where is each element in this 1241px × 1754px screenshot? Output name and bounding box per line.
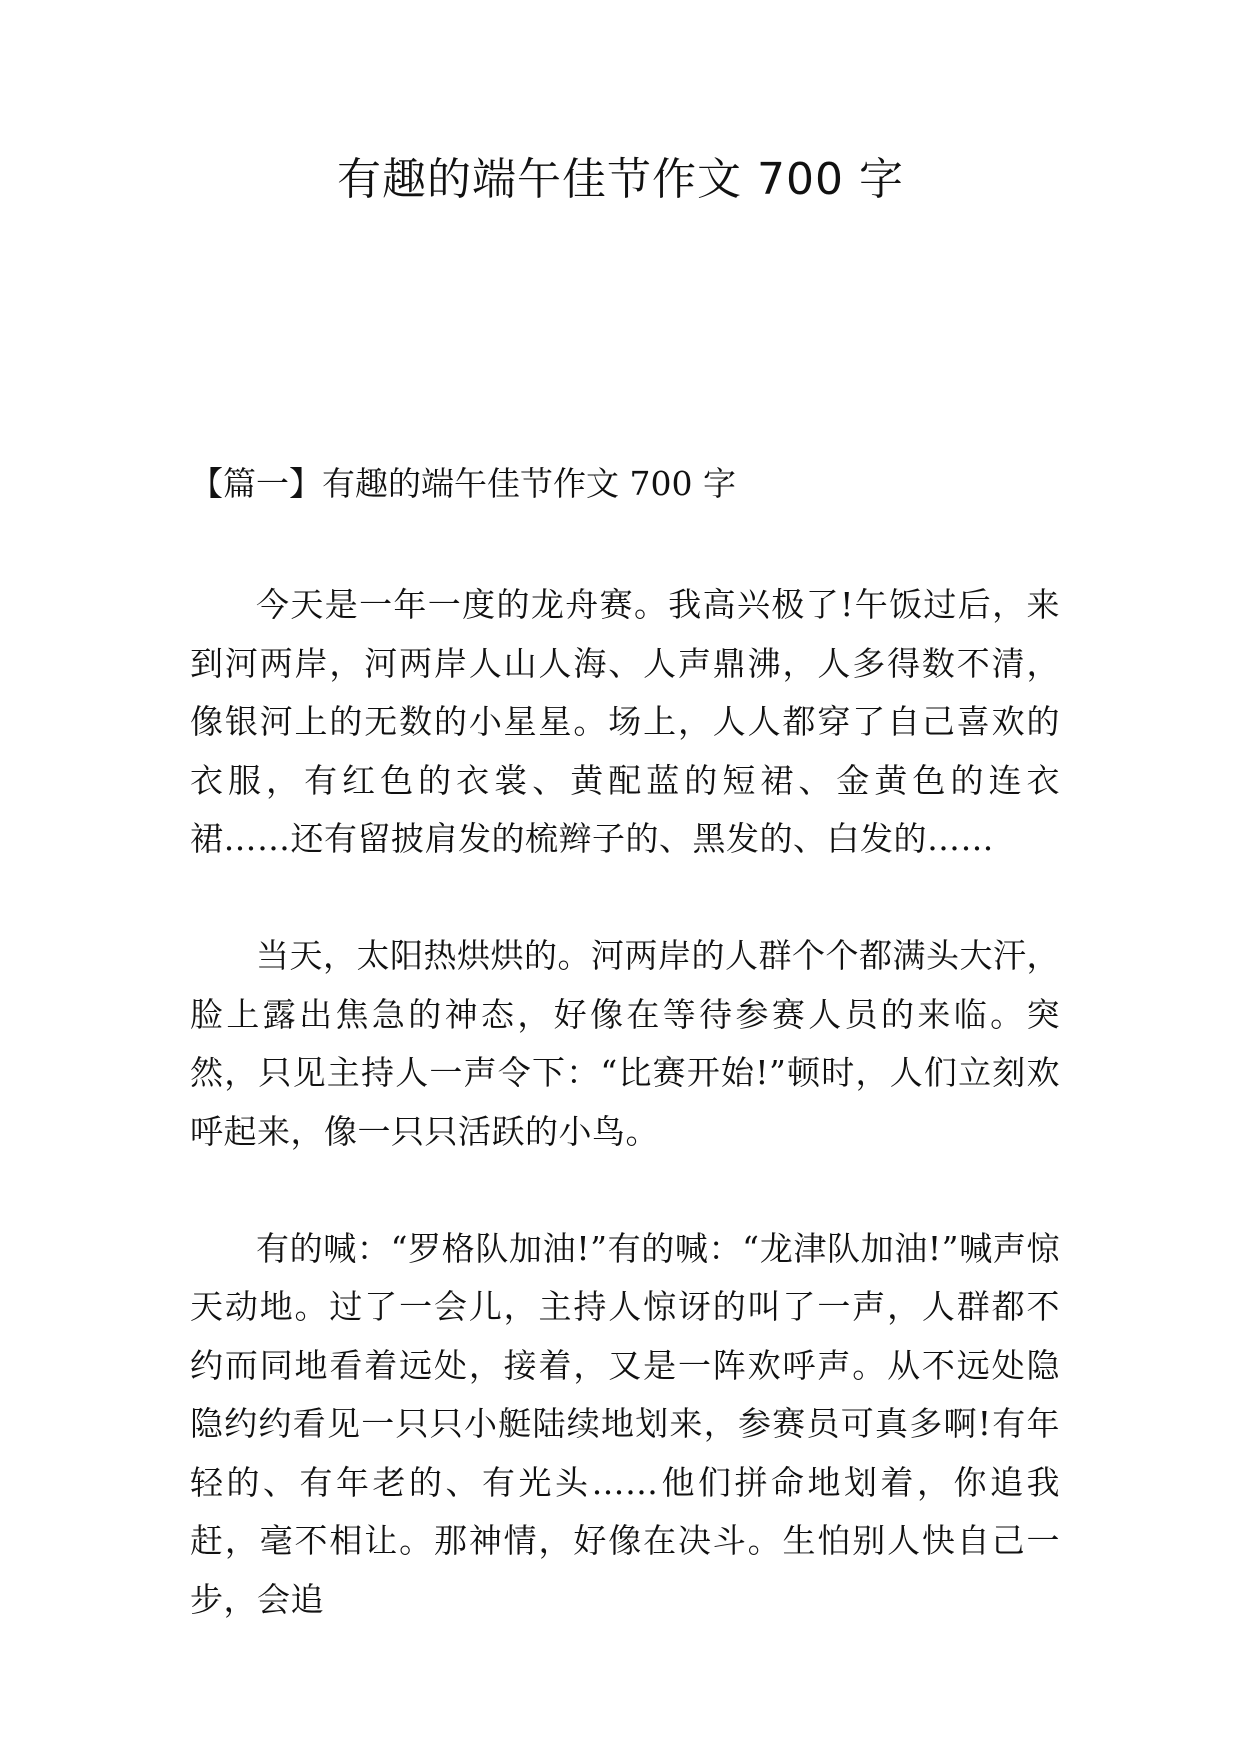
body-text — [190, 576, 1060, 1688]
paragraph-1: 今天是一年一度的龙舟赛。我高兴极了!午饭过后，来到河两岸，河两岸人山人海、人声鼎沸，人多得数不清，像银河上的无数的小星星。场上，人人都穿了自己喜欢的衣服，有红色的衣裳、黄配蓝的短裙、金黄色的连衣裙……还有留披肩发的梳辫子的、黑发的、白发的…… — [190, 585, 1060, 858]
paragraph-2: 当天，太阳热烘烘的。河两岸的人群个个都满头大汗，脸上露出焦急的神态，好像在等待参赛人员的来临。突然，只见主持人一声令下：“比赛开始!”顿时，人们立刻欢呼起来，像一只只活跃的小鸟。 — [190, 936, 1060, 1151]
section-heading: 【篇一】有趣的端午佳节作文 700 字 — [190, 464, 736, 503]
paragraph-3: 有的喊：“罗格队加油!”有的喊：“龙津队加油!”喊声惊天动地。过了一会儿，主持人惊讶的叫了一声，人群都不约而同地看着远处，接着，又是一阵欢呼声。从不远处隐隐约约看见一只只小艇陆续地划来，参赛员可真多啊!有年轻的、有年老的、有光头……他们拼命地划着，你追我赶，毫不相让。那神情，好像在决斗。生怕别人快自己一步，会追 — [190, 1228, 1060, 1619]
document-title: 有趣的端午佳节作文 700 字 — [337, 154, 904, 205]
